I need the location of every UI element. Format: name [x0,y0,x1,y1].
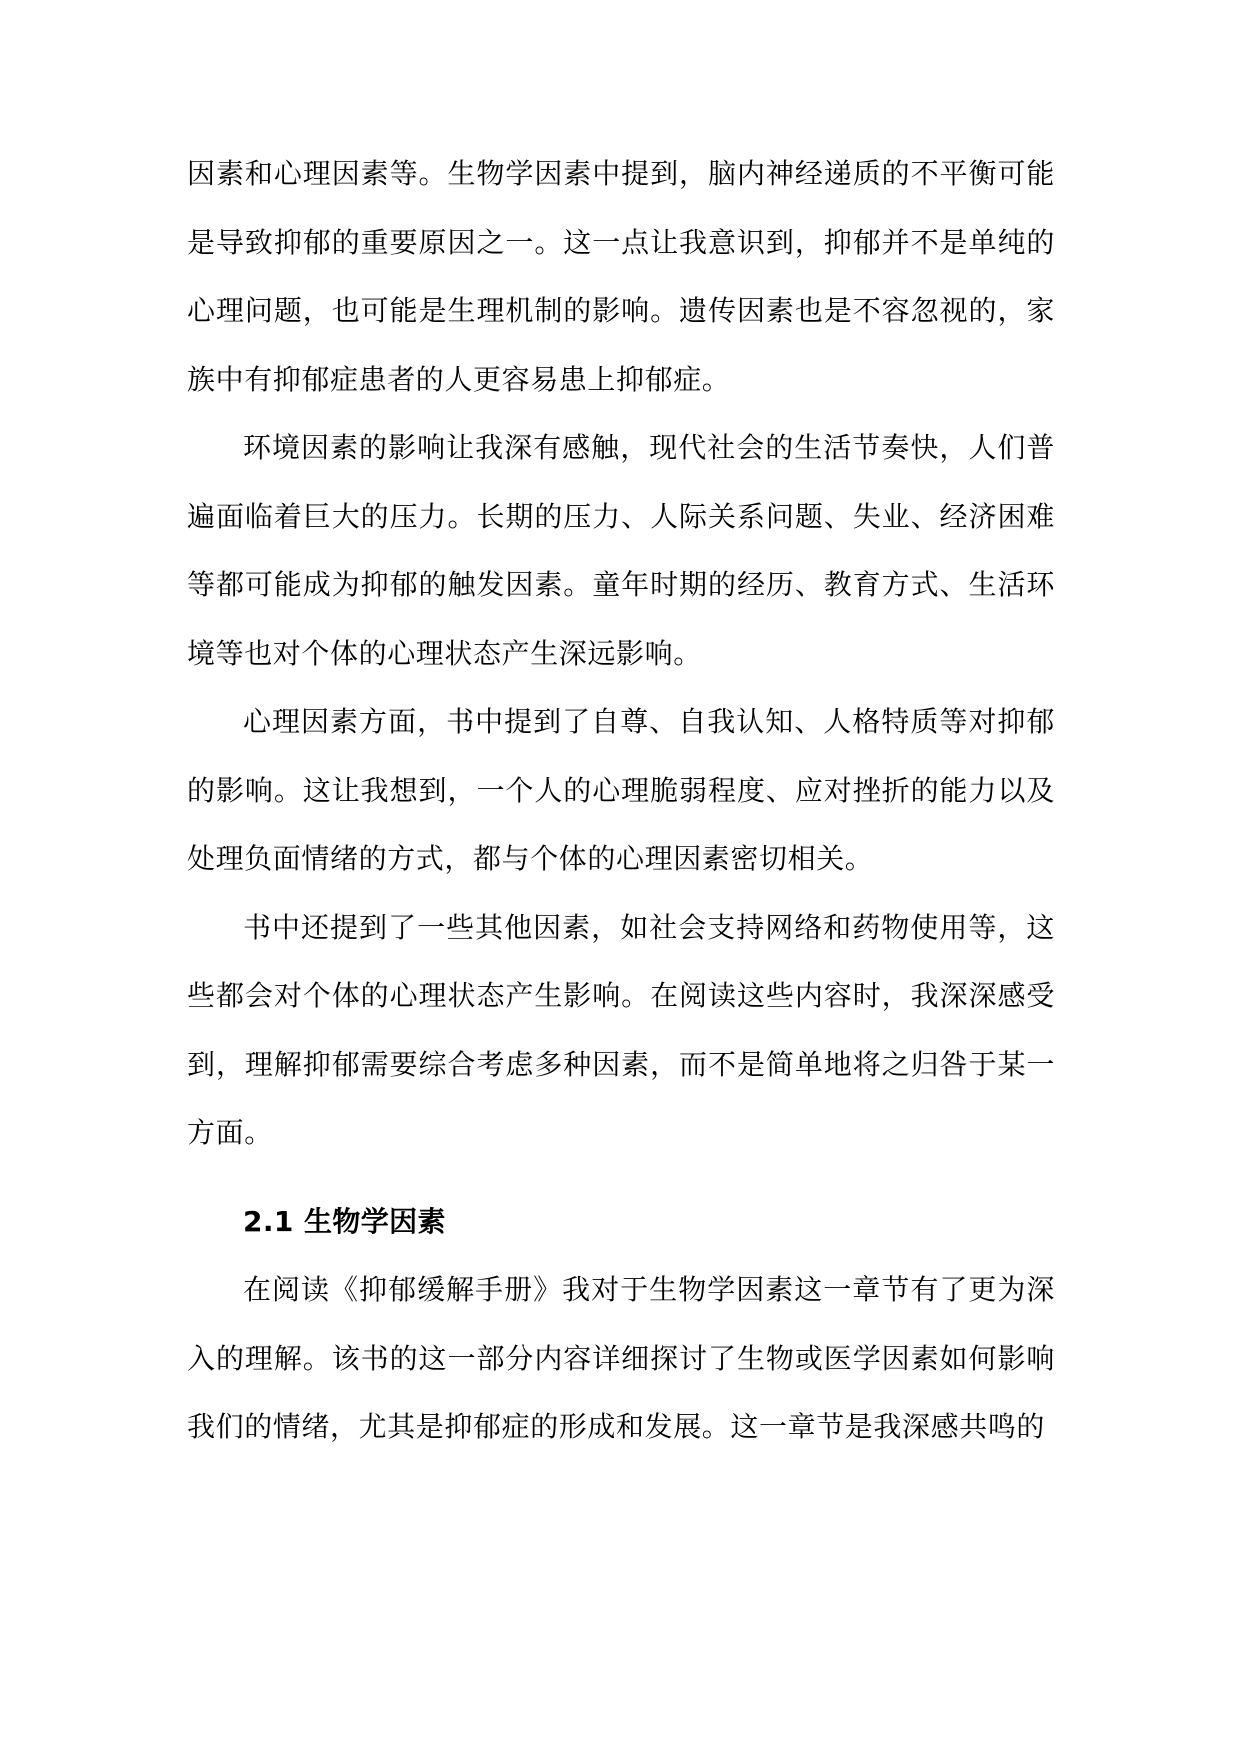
paragraph-2: 环境因素的影响让我深有感触，现代社会的生活节奏快，人们普遍面临着巨大的压力。长期的压力、人际关系问题、失业、经济困难等都可能成为抑郁的触发因素。童年时期的经历、教育方式、生活环境等也对个体的心理状态产生深远影响。 [187,431,1055,670]
paragraph-1: 因素和心理因素等。生物学因素中提到，脑内神经递质的不平衡可能是导致抑郁的重要原因之一。这一点让我意识到，抑郁并不是单纯的心理问题，也可能是生理机制的影响。遗传因素也是不容忽视的，家族中有抑郁症患者的人更容易患上抑郁症。 [187,157,1055,396]
section-heading: 2.1 生物学因素 [243,1204,446,1238]
paragraph-5: 在阅读《抑郁缓解手册》我对于生物学因素这一章节有了更为深入的理解。该书的这一部分内容详细探讨了生物或医学因素如何影响我们的情绪，尤其是抑郁症的形成和发展。这一章节是我深感共鸣的 [187,1273,1055,1443]
document-body [187,140,1055,1462]
paragraph-4: 书中还提到了一些其他因素，如社会支持网络和药物使用等，这些都会对个体的心理状态产生影响。在阅读这些内容时，我深深感受到，理解抑郁需要综合考虑多种因素，而不是简单地将之归咎于某一方面。 [187,910,1055,1149]
paragraph-3: 心理因素方面，书中提到了自尊、自我认知、人格特质等对抑郁的影响。这让我想到，一个人的心理脆弱程度、应对挫折的能力以及处理负面情绪的方式，都与个体的心理因素密切相关。 [187,705,1055,875]
